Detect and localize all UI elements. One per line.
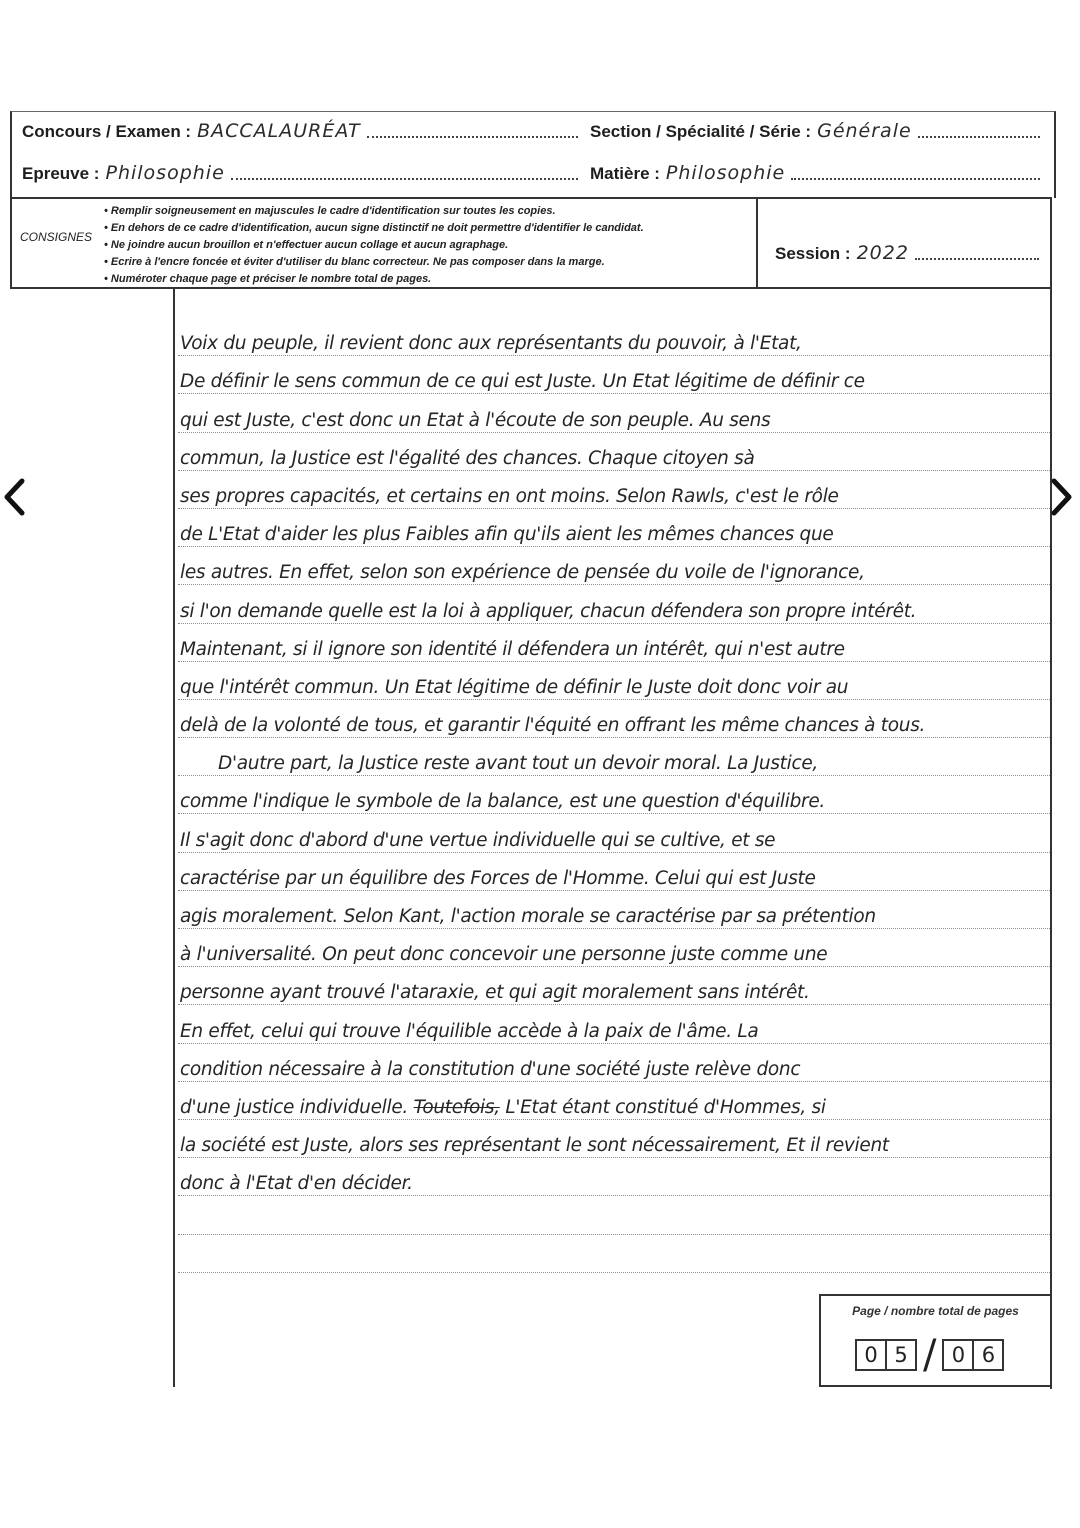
text-line — [178, 1120, 1050, 1158]
text-line-content: comme l'indique le symbole de la balance, est une question d'équilibre. — [180, 791, 826, 813]
handwritten-text — [178, 318, 1050, 1273]
text-line-content: donc à l'Etat d'en décider. — [180, 1173, 413, 1195]
consignes-title: CONSIGNES — [20, 230, 93, 244]
text-line-content: personne ayant trouvé l'ataraxie, et qui agit moralement sans intérêt. — [180, 982, 810, 1004]
consigne-item: • Remplir soigneusement en majuscules le cadre d'identification sur toutes les copies. — [104, 203, 644, 220]
empty-line — [178, 1196, 1050, 1234]
text-line — [178, 547, 1050, 585]
text-line — [178, 624, 1050, 662]
concours-value: BACCALAURÉAT — [197, 120, 361, 142]
text-line — [178, 1005, 1050, 1043]
page-digit: 0 — [855, 1339, 887, 1371]
chevron-right-icon — [1048, 477, 1074, 517]
epreuve-field — [22, 162, 578, 184]
text-line — [178, 738, 1050, 776]
previous-page-button[interactable] — [0, 472, 30, 522]
concours-field — [22, 120, 578, 142]
text-line — [178, 318, 1050, 356]
consigne-item: • En dehors de ce cadre d'identification, aucun signe distinctif ne doit permettre d'identifier le candidat. — [104, 220, 644, 237]
text-line-content: Voix du peuple, il revient donc aux représentants du pouvoir, à l'Etat, — [180, 333, 802, 355]
consigne-item: • Numéroter chaque page et préciser le nombre total de pages. — [104, 271, 644, 288]
text-line — [178, 662, 1050, 700]
matiere-value: Philosophie — [665, 162, 786, 184]
total-digit: 6 — [972, 1339, 1004, 1371]
text-line — [178, 967, 1050, 1005]
empty-line — [178, 1235, 1050, 1273]
page-counter — [819, 1294, 1052, 1387]
page-counter-digits — [855, 1332, 1002, 1378]
page-digit: 5 — [885, 1339, 917, 1371]
next-page-button[interactable] — [1046, 472, 1076, 522]
consignes-list — [104, 203, 644, 288]
dotted-rule — [918, 136, 1040, 138]
matiere-field — [590, 162, 1040, 184]
page-separator: / — [923, 1332, 937, 1378]
matiere-label: Matière : — [590, 164, 660, 183]
section-label: Section / Spécialité / Série : — [590, 122, 812, 141]
text-segment: d'une justice individuelle. — [180, 1096, 409, 1118]
text-line — [178, 394, 1050, 432]
epreuve-label: Epreuve : — [22, 164, 100, 183]
text-line — [178, 433, 1050, 471]
text-line-content: D'autre part, la Justice reste avant tout un devoir moral. La Justice, — [218, 753, 818, 775]
text-segment: L'Etat étant constitué d'Hommes, si — [499, 1096, 826, 1118]
text-line — [178, 356, 1050, 394]
session-value: 2022 — [856, 242, 909, 264]
text-line-content: Il s'agit donc d'abord d'une vertue individuelle qui se cultive, et se — [180, 829, 776, 851]
page-counter-label: Page / nombre total de pages — [852, 1304, 1019, 1318]
text-line-content: si l'on demande quelle est la loi à appliquer, chacun défendera son propre intérêt. — [180, 600, 917, 622]
text-line-content: qui est Juste, c'est donc un Etat à l'écoute de son peuple. Au sens — [180, 409, 771, 431]
text-line-content: la société est Juste, alors ses représentant le sont nécessairement, Et il revient — [180, 1135, 889, 1157]
text-line — [178, 853, 1050, 891]
text-line-content: ses propres capacités, et certains en ont moins. Selon Rawls, c'est le rôle — [180, 485, 839, 507]
dotted-rule — [791, 178, 1040, 180]
text-line-content: condition nécessaire à la constitution d'une société juste relève donc — [180, 1058, 801, 1080]
text-line — [178, 471, 1050, 509]
text-line-content: les autres. En effet, selon son expérience de pensée du voile de l'ignorance, — [180, 562, 865, 584]
text-line-content: De définir le sens commun de ce qui est Juste. Un Etat légitime de définir ce — [180, 371, 865, 393]
text-line-content: de L'Etat d'aider les plus Faibles afin qu'ils aient les mêmes chances que — [180, 524, 834, 546]
page-edge — [1050, 289, 1052, 1389]
section-value: Générale — [817, 120, 912, 142]
concours-label: Concours / Examen : — [22, 122, 192, 141]
chevron-left-icon — [2, 477, 28, 517]
text-line — [178, 1082, 1050, 1120]
text-line — [178, 776, 1050, 814]
margin-line — [173, 289, 175, 1387]
text-line — [178, 929, 1050, 967]
text-line-content: caractérise par un équilibre des Forces de l'Homme. Celui qui est Juste — [180, 867, 816, 889]
text-line — [178, 814, 1050, 852]
text-line-content: En effet, celui qui trouve l'équilible accède à la paix de l'âme. La — [180, 1020, 759, 1042]
consigne-item: • Ecrire à l'encre foncée et éviter d'utiliser du blanc correcteur. Ne pas composer dans la marge. — [104, 254, 644, 271]
total-digit: 0 — [942, 1339, 974, 1371]
text-line-content: que l'intérêt commun. Un Etat légitime de définir le Juste doit donc voir au — [180, 676, 849, 698]
epreuve-value: Philosophie — [105, 162, 225, 184]
text-line — [178, 700, 1050, 738]
consigne-item: • Ne joindre aucun brouillon et n'effectuer aucun collage et aucun agraphage. — [104, 237, 644, 254]
text-line-content — [180, 1097, 826, 1118]
text-line-content: Maintenant, si il ignore son identité il défendera un intérêt, qui n'est autre — [180, 638, 845, 660]
text-line — [178, 585, 1050, 623]
dotted-rule — [231, 178, 578, 180]
struck-word: Toutefois, — [413, 1096, 500, 1118]
text-line — [178, 1044, 1050, 1082]
text-line-content: commun, la Justice est l'égalité des chances. Chaque citoyen sà — [180, 447, 755, 469]
text-line-content: à l'universalité. On peut donc concevoir une personne juste comme une — [180, 944, 828, 966]
text-line — [178, 509, 1050, 547]
text-line-content: delà de la volonté de tous, et garantir l'équité en offrant les même chances à tous. — [180, 715, 926, 737]
session-label: Session : — [775, 244, 851, 263]
section-field — [590, 120, 1040, 142]
dotted-rule — [915, 258, 1039, 260]
session-field — [775, 242, 1039, 264]
text-line-content: agis moralement. Selon Kant, l'action morale se caractérise par sa prétention — [180, 906, 876, 927]
text-line — [178, 891, 1050, 929]
dotted-rule — [367, 136, 578, 138]
text-line — [178, 1158, 1050, 1196]
